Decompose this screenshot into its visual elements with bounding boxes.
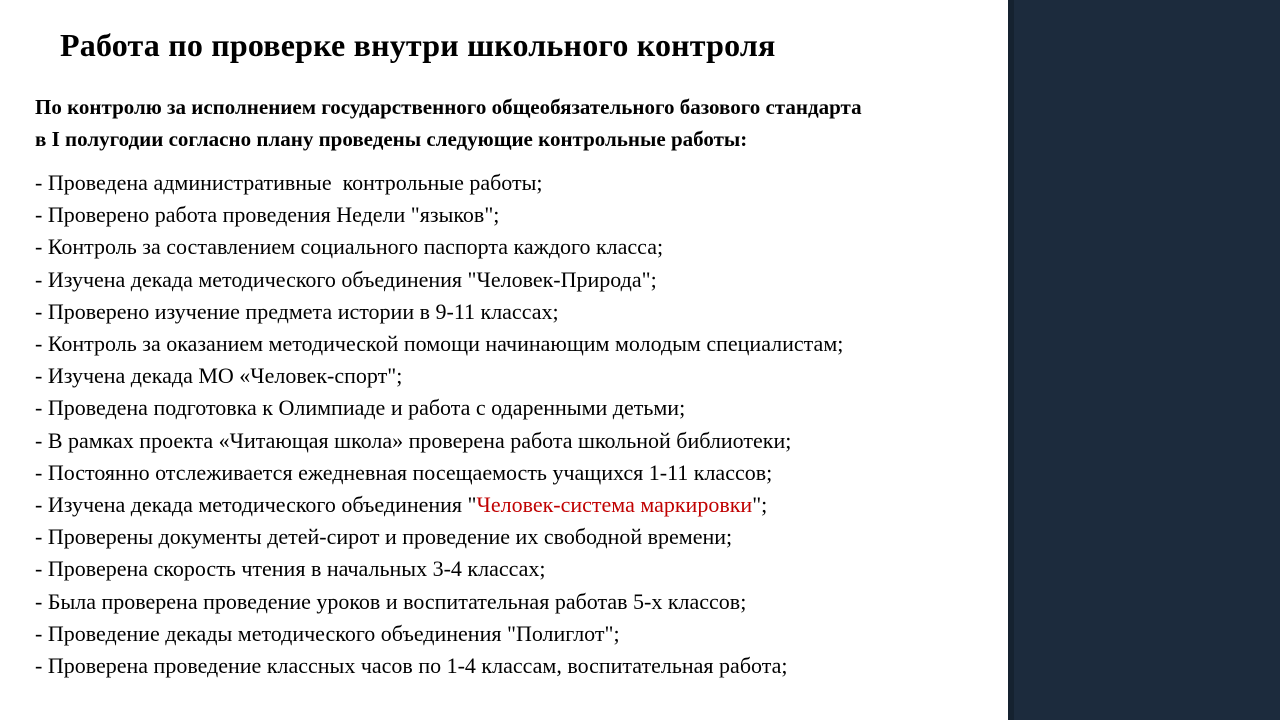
list-item	[35, 521, 843, 553]
list-item-text: - Контроль за оказанием методической помощи начинающим молодым специалистам;	[35, 331, 844, 357]
list-item	[35, 457, 843, 489]
list-item	[35, 167, 843, 199]
list-item-text: - Изучена декада методического объединения "	[35, 492, 477, 518]
intro-paragraph	[35, 91, 862, 155]
list-item	[35, 231, 843, 263]
list-item	[35, 360, 843, 392]
list-item-text: - Была проверена проведение уроков и воспитательная работав 5-х классов;	[35, 588, 747, 614]
control-works-list	[35, 167, 843, 682]
list-item	[35, 650, 843, 682]
intro-line-1: По контролю за исполнением государственного общеобязательного базового стандарта	[35, 95, 862, 119]
list-item-text: - Проверена скорость чтения в начальных 3-4 классах;	[35, 556, 546, 582]
list-item-text: - Изучена декада методического объединения "Человек-Природа";	[35, 266, 657, 292]
intro-line-2: в I полугодии согласно плану проведены следующие контрольные работы:	[35, 127, 748, 151]
list-item	[35, 425, 843, 457]
list-item-text: ";	[752, 492, 768, 518]
red-highlighted-text: Человек-система маркировки	[476, 492, 753, 518]
list-item-text: - Постоянно отслеживается ежедневная посещаемость учащихся 1-11 классов;	[35, 459, 773, 485]
list-item	[35, 489, 843, 521]
list-item-text: - Проверено изучение предмета истории в 9-11 классах;	[35, 298, 559, 324]
list-item-text: - Проведена административные контрольные работы;	[35, 170, 543, 195]
list-item-text: - Контроль за составлением социального паспорта каждого класса;	[35, 234, 664, 260]
list-item	[35, 392, 843, 424]
list-item-text: - Проведение декады методического объединения "Полиглот";	[35, 620, 620, 646]
list-item-text: - В рамках проекта «Читающая школа» проверена работа школьной библиотеки;	[35, 427, 792, 453]
list-item-text: - Проведена подготовка к Олимпиаде и работа с одаренными детьми;	[35, 395, 686, 421]
list-item-text: - Проверена проведение классных часов по 1-4 классам, воспитательная работа;	[35, 653, 788, 679]
list-item	[35, 618, 843, 650]
list-item	[35, 328, 843, 360]
list-item	[35, 586, 843, 618]
list-item-text: - Проверено работа проведения Недели "языков";	[35, 202, 500, 228]
right-sidebar-panel	[1008, 0, 1280, 720]
list-item	[35, 296, 843, 328]
list-item-text: - Проверены документы детей-сирот и проведение их свободной времени;	[35, 524, 733, 550]
list-item	[35, 264, 843, 296]
list-item-text: - Изучена декада МО «Человек-спорт";	[35, 363, 403, 389]
slide-title: Работа по проверке внутри школьного контроля	[60, 27, 776, 63]
list-item	[35, 199, 843, 231]
list-item	[35, 553, 843, 585]
